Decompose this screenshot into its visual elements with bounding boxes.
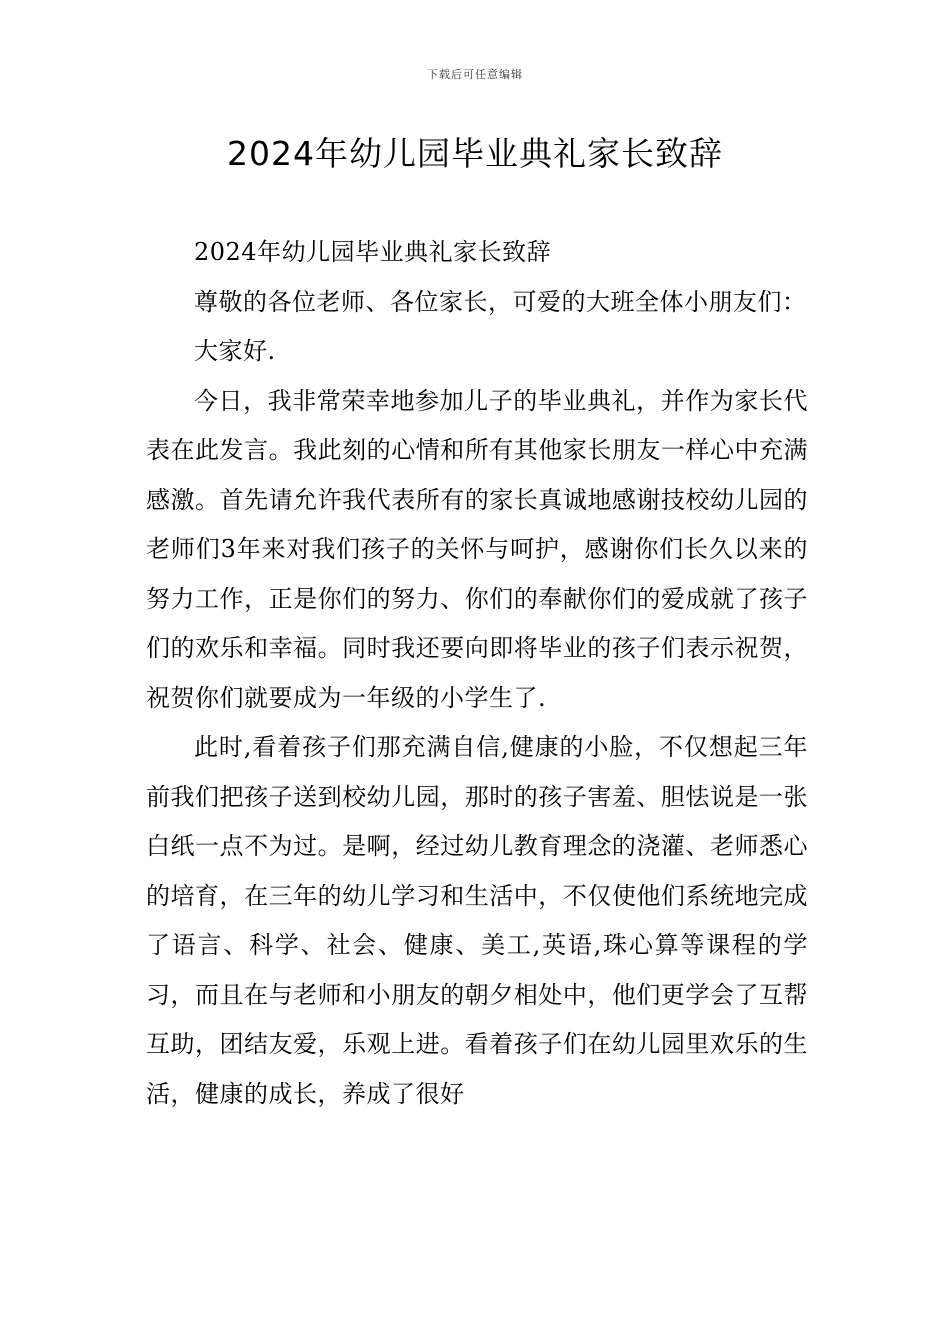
paragraph-salutation: 尊敬的各位老师、各位家长，可爱的大班全体小朋友们： — [194, 287, 807, 316]
document-body — [146, 228, 808, 1119]
header-note: 下载后可任意编辑 — [427, 68, 523, 81]
paragraph-greeting: 大家好. — [194, 337, 276, 365]
document-title: 2024年幼儿园毕业典礼家长致辞 — [227, 134, 723, 173]
paragraph-body-2: 此时,看着孩子们那充满自信,健康的小脸，不仅想起三年前我们把孩子送到校幼儿园，那时的孩子害羞、胆怯说是一张白纸一点不为过。是啊，经过幼儿教育理念的浇灌、老师悉心的培育，在三年的幼儿学习和生活中，不仅使他们系统地完成了语言、科学、社会、健康、美工,英语,珠心算等课程的学习，而且在与老师和小朋友的朝夕相处中，他们更学会了互帮互助，团结友爱，乐观上进。看着孩子们在幼儿园里欢乐的生活，健康的成长，养成了很好 — [146, 733, 808, 1108]
paragraph-body-1: 今日，我非常荣幸地参加儿子的毕业典礼，并作为家长代表在此发言。我此刻的心情和所有其他家长朋友一样心中充满感激。首先请允许我代表所有的家长真诚地感谢技校幼儿园的老师们3年来对我们孩子的关怀与呵护，感谢你们长久以来的努力工作，正是你们的努力、你们的奉献你们的爱成就了孩子们的欢乐和幸福。同时我还要向即将毕业的孩子们表示祝贺，祝贺你们就要成为一年级的小学生了. — [146, 386, 808, 712]
paragraph-subtitle: 2024年幼儿园毕业典礼家长致辞 — [194, 238, 552, 266]
